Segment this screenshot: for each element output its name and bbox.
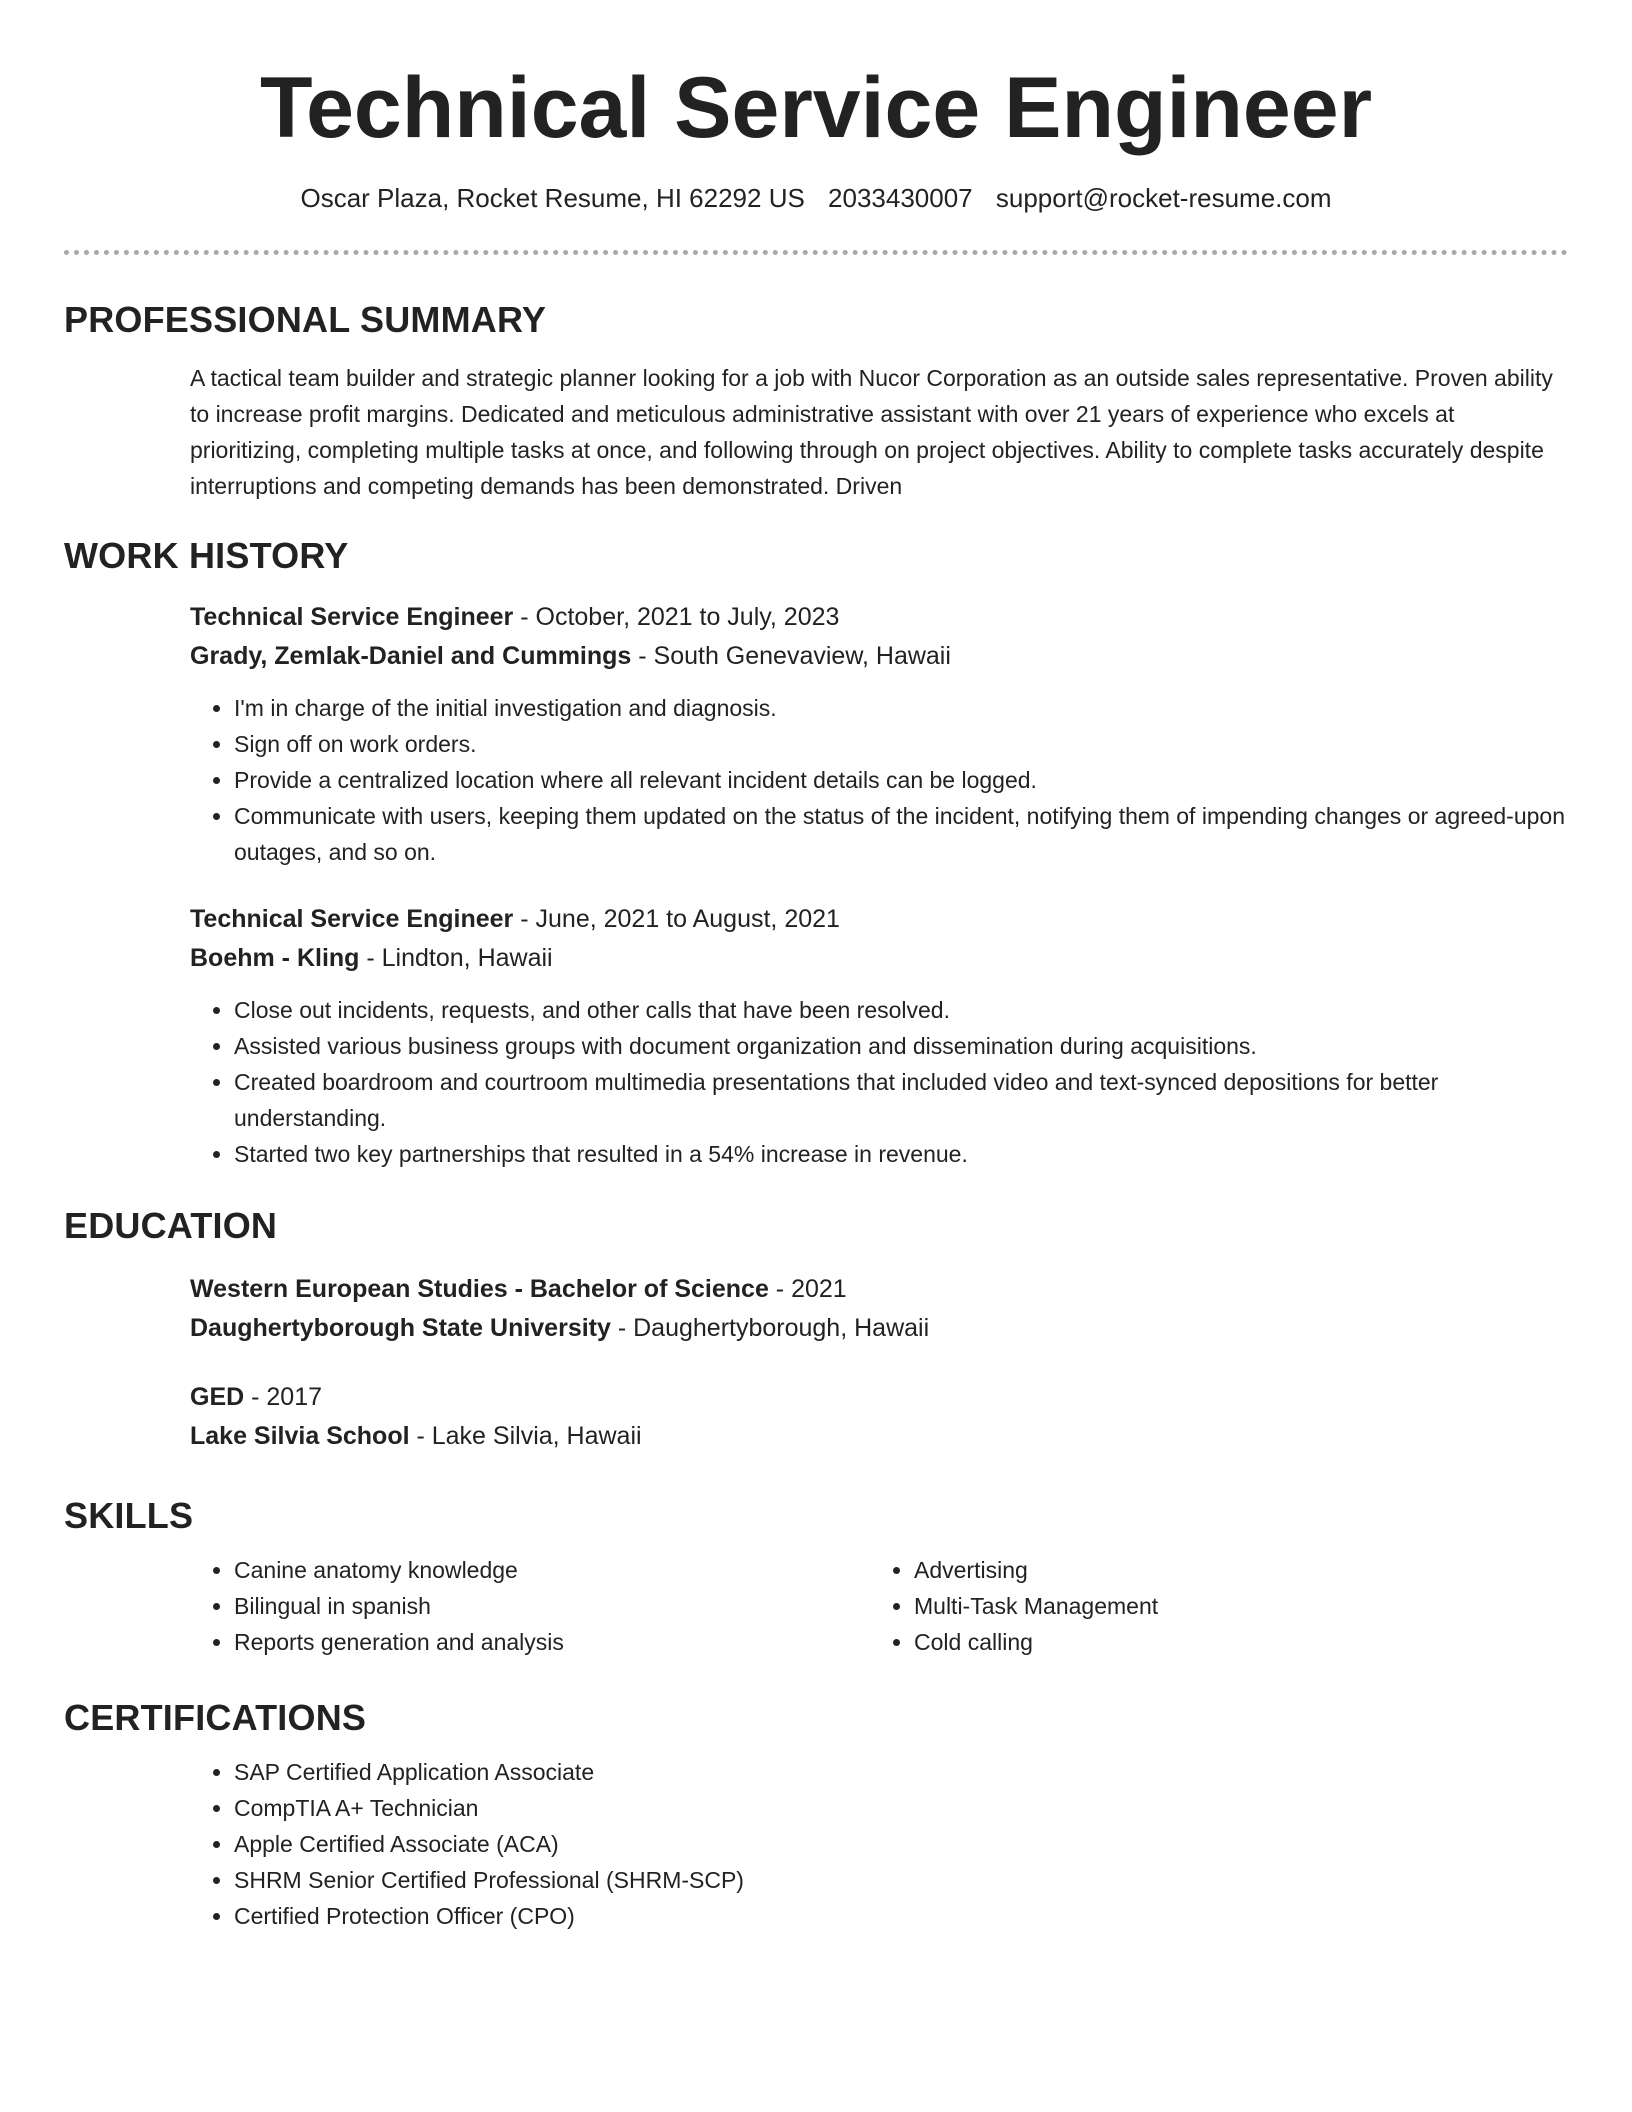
job-dates: - October, 2021 to July, 2023 [513,603,840,631]
list-item: • Assisted various business groups with document organization and dissemination during acquisitions. [234,1028,1566,1064]
list-item: • Provide a centralized location where all relevant incident details can be logged. [234,762,1566,798]
job-location: - South Genevaview, Hawaii [631,642,951,670]
education-degree: Western European Studies - Bachelor of Science [190,1275,769,1303]
education-location: - Daughertyborough, Hawaii [610,1314,930,1342]
job-bullets [190,690,1566,870]
list-item: • Advertising [914,1552,1550,1588]
summary-text: A tactical team builder and strategic planner looking for a job with Nucor Corporation as an outside sales representative. Proven ability to increase profit margins. Dedicated and meticulous administrative assistant with over 21 years of experience who excels at prioritizing, completing multiple tasks at once, and following through on project objectives. Ability to complete tasks accurately despite interruptions and competing demands has been demonstrated. Driven [190,365,1553,499]
list-item: • Created boardroom and courtroom multimedia presentations that included video and text-synced depositions for better understanding. [234,1064,1566,1136]
job-role: Technical Service Engineer [190,905,514,933]
list-item: • Canine anatomy knowledge [234,1552,870,1588]
education-location: - Lake Silvia, Hawaii [409,1422,642,1450]
list-item: • Apple Certified Associate (ACA) [234,1826,1566,1862]
list-item: • Bilingual in spanish [234,1588,870,1624]
certifications-section [64,1696,1568,1934]
education-school: Lake Silvia School [190,1422,410,1450]
education-entry [190,1378,1566,1456]
education-year: - 2021 [768,1275,847,1303]
education-school-line [190,1417,1566,1456]
skills-grid [190,1552,1566,1660]
contact-address: Oscar Plaza, Rocket Resume, HI 62292 US [300,183,805,213]
job-entry [190,598,1566,870]
contact-phone: 2033430007 [828,183,973,213]
job-title-line [190,598,1566,637]
list-item: • Reports generation and analysis [234,1624,870,1660]
skills-list-right [870,1552,1550,1660]
list-item: • Certified Protection Officer (CPO) [234,1898,1566,1934]
summary-section [64,298,1568,504]
job-bullets [190,992,1566,1172]
education-degree: GED [190,1383,245,1411]
skills-section [64,1494,1568,1660]
job-dates: - June, 2021 to August, 2021 [513,905,840,933]
education-title: EDUCATION [64,1205,278,1246]
education-entry [190,1270,1566,1348]
work-history-section [64,534,1568,1172]
list-item: • Started two key partnerships that resulted in a 54% increase in revenue. [234,1136,1566,1172]
list-item: • Close out incidents, requests, and other calls that have been resolved. [234,992,1566,1028]
list-item: • Communicate with users, keeping them updated on the status of the incident, notifying them of impending changes or agreed-upon outages, and so on. [234,798,1566,870]
work-history-title: WORK HISTORY [64,535,349,576]
skills-list-left [190,1552,870,1660]
job-company: Boehm - Kling [190,944,360,972]
job-company-line [190,939,1566,978]
certifications-list [190,1754,1566,1934]
summary-title: PROFESSIONAL SUMMARY [64,299,547,340]
list-item: • Cold calling [914,1624,1550,1660]
job-title-line [190,900,1566,939]
list-item: • SAP Certified Application Associate [234,1754,1566,1790]
certifications-title: CERTIFICATIONS [64,1697,367,1738]
list-item: • SHRM Senior Certified Professional (SHRM-SCP) [234,1862,1566,1898]
list-item: • Multi-Task Management [914,1588,1550,1624]
contact-line [0,180,1632,216]
contact-email: support@rocket-resume.com [995,183,1332,213]
education-degree-line [190,1378,1566,1417]
job-location: - Lindton, Hawaii [359,944,553,972]
job-company-line [190,637,1566,676]
job-entry [190,900,1566,1172]
list-item: • I'm in charge of the initial investigation and diagnosis. [234,690,1566,726]
job-company: Grady, Zemlak-Daniel and Cummings [190,642,632,670]
header-divider [64,250,1568,255]
job-role: Technical Service Engineer [190,603,514,631]
candidate-name: Technical Service Engineer [259,60,1373,156]
education-section [64,1204,1568,1456]
education-school-line [190,1309,1566,1348]
education-degree-line [190,1270,1566,1309]
education-school: Daughertyborough State University [190,1314,611,1342]
list-item: • Sign off on work orders. [234,726,1566,762]
skills-title: SKILLS [64,1495,194,1536]
education-year: - 2017 [244,1383,323,1411]
list-item: • CompTIA A+ Technician [234,1790,1566,1826]
